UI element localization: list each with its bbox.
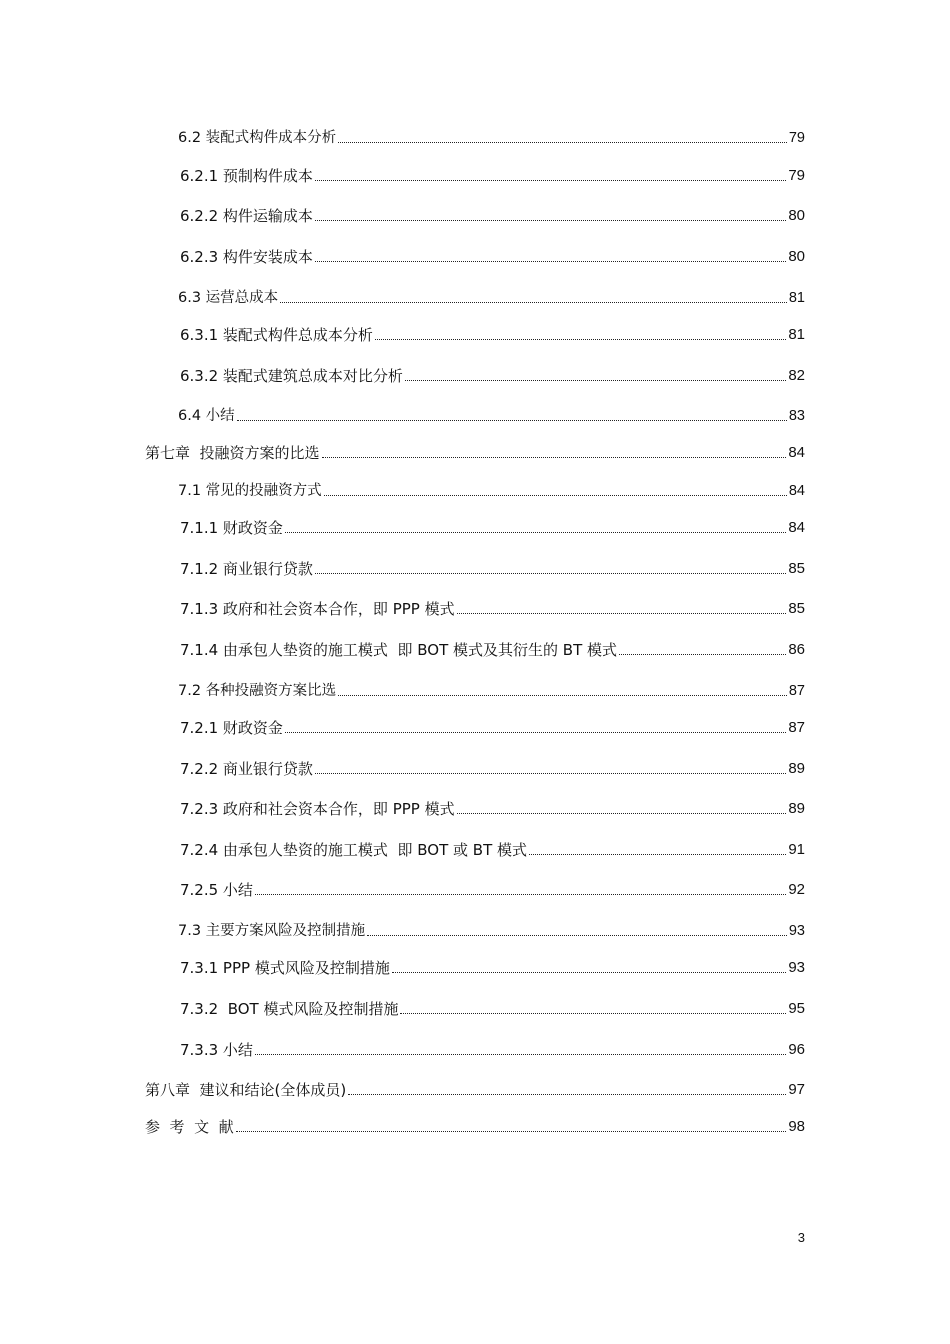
toc-entry-page: 93 xyxy=(788,959,805,976)
toc-entry-title: 6.3 运营总成本 xyxy=(178,290,279,306)
toc-entry-title: 7.2.4 由承包人垫资的施工模式 即 BOT 或 BT 模式 xyxy=(180,841,527,859)
toc-dot-leader xyxy=(405,379,786,381)
toc-entry[interactable] xyxy=(180,996,805,1018)
toc-entry-title: 7.1 常见的投融资方式 xyxy=(178,483,322,499)
toc-entry-title: 7.2.1 财政资金 xyxy=(180,719,283,737)
toc-entry-page: 93 xyxy=(788,923,805,939)
toc-entry-title: 7.3 主要方案风险及控制措施 xyxy=(178,923,366,939)
toc-dot-leader xyxy=(255,893,786,895)
toc-dot-leader xyxy=(280,301,787,303)
toc-entry-title: 7.1.2 商业银行贷款 xyxy=(180,560,313,578)
toc-entry-title: 第七章 投融资方案的比选 xyxy=(145,444,320,462)
toc-dot-leader xyxy=(285,531,786,533)
toc-entry[interactable] xyxy=(180,244,805,266)
toc-entry-title: 7.1.1 财政资金 xyxy=(180,519,283,537)
toc-entry[interactable] xyxy=(180,637,805,659)
toc-entry-title: 7.2.2 商业银行贷款 xyxy=(180,760,313,778)
toc-entry[interactable] xyxy=(180,322,805,344)
toc-entry[interactable] xyxy=(178,403,805,425)
toc-dot-leader xyxy=(375,338,786,340)
toc-dot-leader xyxy=(367,934,787,936)
toc-entry[interactable] xyxy=(178,285,805,307)
toc-dot-leader xyxy=(457,612,787,614)
toc-entry-title: 6.3.1 装配式构件总成本分析 xyxy=(180,326,373,344)
toc-entry[interactable] xyxy=(180,515,805,537)
toc-dot-leader xyxy=(322,456,787,458)
toc-entry[interactable] xyxy=(178,678,805,700)
toc-entry-page: 81 xyxy=(788,326,805,343)
toc-entry[interactable] xyxy=(145,440,805,462)
toc-dot-leader xyxy=(315,772,786,774)
toc-dot-leader xyxy=(237,419,787,421)
toc-entry-page: 95 xyxy=(788,1000,805,1017)
toc-entry[interactable] xyxy=(180,1037,805,1059)
toc-entry-title: 7.3.3 小结 xyxy=(180,1041,253,1059)
toc-entry[interactable] xyxy=(180,363,805,385)
toc-entry-title: 7.3.2 BOT 模式风险及控制措施 xyxy=(180,1000,399,1018)
toc-entry-page: 96 xyxy=(788,1041,805,1058)
toc-entry[interactable] xyxy=(180,756,805,778)
toc-entry-page: 86 xyxy=(788,641,805,658)
toc-entry-page: 89 xyxy=(788,760,805,777)
toc-entry-title: 7.1.4 由承包人垫资的施工模式 即 BOT 模式及其衍生的 BT 模式 xyxy=(180,641,617,659)
toc-dot-leader xyxy=(338,694,787,696)
toc-entry-page: 97 xyxy=(788,1081,805,1098)
toc-entry[interactable] xyxy=(178,125,805,147)
toc-entry-page: 87 xyxy=(788,719,805,736)
toc-entry-page: 80 xyxy=(788,207,805,224)
toc-dot-leader xyxy=(457,812,787,814)
toc-entry-title: 参 考 文 献 xyxy=(145,1118,234,1136)
toc-entry[interactable] xyxy=(180,796,805,818)
toc-dot-leader xyxy=(338,141,787,143)
toc-entry-page: 92 xyxy=(788,881,805,898)
toc-entry[interactable] xyxy=(180,715,805,737)
toc-entry-title: 6.2.1 预制构件成本 xyxy=(180,167,313,185)
toc-entry[interactable] xyxy=(178,478,805,500)
toc-entry-page: 84 xyxy=(788,483,805,499)
toc-entry-page: 82 xyxy=(788,367,805,384)
toc-dot-leader xyxy=(285,731,786,733)
toc-entry-page: 87 xyxy=(788,683,805,699)
toc-entry[interactable] xyxy=(180,163,805,185)
toc-entry-title: 6.3.2 装配式建筑总成本对比分析 xyxy=(180,367,403,385)
toc-entry-title: 6.4 小结 xyxy=(178,408,235,424)
toc-entry-page: 81 xyxy=(788,290,805,306)
toc-dot-leader xyxy=(315,572,786,574)
toc-dot-leader xyxy=(315,179,786,181)
toc-entry-title: 6.2.2 构件运输成本 xyxy=(180,207,313,225)
toc-entry-page: 79 xyxy=(788,130,805,146)
toc-dot-leader xyxy=(348,1093,786,1095)
toc-entry-title: 7.2.3 政府和社会资本合作，即 PPP 模式 xyxy=(180,800,455,818)
toc-entry[interactable] xyxy=(145,1114,805,1136)
toc-dot-leader xyxy=(315,219,786,221)
toc-dot-leader xyxy=(400,1012,786,1014)
toc-entry[interactable] xyxy=(145,1077,805,1099)
toc-dot-leader xyxy=(315,260,786,262)
toc-entry-page: 79 xyxy=(788,167,805,184)
toc-dot-leader xyxy=(619,653,786,655)
toc-entry-page: 80 xyxy=(788,248,805,265)
toc-dot-leader xyxy=(529,853,786,855)
toc-entry-page: 84 xyxy=(788,444,805,461)
page-number: 3 xyxy=(797,1230,805,1245)
toc-entry-page: 83 xyxy=(788,408,805,424)
toc-entry-page: 85 xyxy=(788,600,805,617)
toc-entry-title: 第八章 建议和结论(全体成员) xyxy=(145,1081,347,1099)
toc-entry[interactable] xyxy=(180,955,805,977)
toc-entry-title: 7.2 各种投融资方案比选 xyxy=(178,683,337,699)
toc-entry-title: 7.2.5 小结 xyxy=(180,881,253,899)
toc-entry[interactable] xyxy=(180,877,805,899)
toc-entry-page: 85 xyxy=(788,560,805,577)
toc-entry-title: 6.2.3 构件安装成本 xyxy=(180,248,313,266)
toc-entry-page: 91 xyxy=(788,841,805,858)
toc-entry[interactable] xyxy=(180,203,805,225)
toc-entry-page: 84 xyxy=(788,519,805,536)
toc-entry[interactable] xyxy=(180,556,805,578)
toc-entry-page: 98 xyxy=(788,1118,805,1135)
toc-entry[interactable] xyxy=(178,918,805,940)
toc-entry-title: 7.3.1 PPP 模式风险及控制措施 xyxy=(180,959,390,977)
toc-dot-leader xyxy=(324,494,787,496)
toc-entry-page: 89 xyxy=(788,800,805,817)
toc-entry[interactable] xyxy=(180,596,805,618)
toc-entry[interactable] xyxy=(180,837,805,859)
toc-dot-leader xyxy=(236,1130,787,1132)
toc-dot-leader xyxy=(392,971,786,973)
toc-entry-title: 6.2 装配式构件成本分析 xyxy=(178,130,337,146)
toc-dot-leader xyxy=(255,1053,786,1055)
toc-entry-title: 7.1.3 政府和社会资本合作，即 PPP 模式 xyxy=(180,600,455,618)
